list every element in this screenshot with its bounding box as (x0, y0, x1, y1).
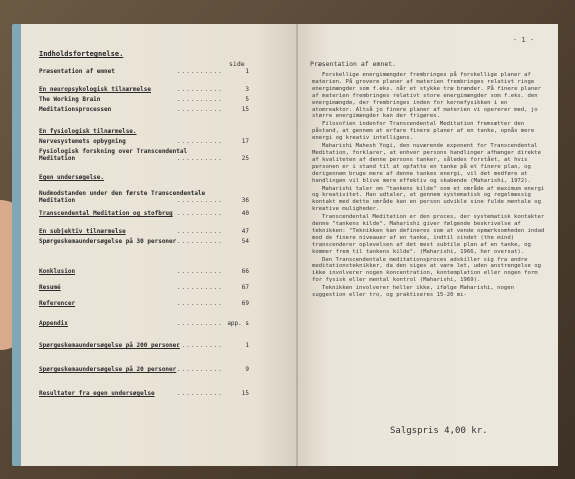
toc-entry-title: Meditationsprocessen (39, 106, 112, 113)
toc-entry-title: Appendix (39, 320, 68, 327)
toc-entry-page: 69 (241, 300, 249, 307)
toc-entry (39, 106, 249, 113)
toc-entry-title: Nervesystemets opbygning (39, 138, 126, 145)
toc-entry-page: 3 (245, 86, 249, 93)
toc-entry-page: 15 (241, 106, 249, 113)
body-text (312, 72, 550, 300)
toc-leader-dots: .......... (176, 366, 223, 373)
toc-entry-title: Resultater fra egen undersøgelse (39, 390, 155, 397)
toc-leader-dots: .......... (176, 197, 223, 204)
toc-entry (39, 68, 249, 75)
toc-leader-dots: .......... (176, 106, 223, 113)
toc-leader-dots: .......... (176, 155, 223, 162)
toc-entry-title: Fysiologisk forskning over Transcendental Meditation (39, 148, 188, 162)
toc-leader-dots: .......... (176, 86, 223, 93)
toc-entry-title: Spørgeskemaundersøgelse på 200 personer (39, 342, 180, 349)
toc-entry-title: Konklusion (39, 268, 76, 275)
toc-entry-page: 66 (241, 268, 249, 275)
toc-entry-title: Spørgeskemaundersøgelse på 20 personer (39, 366, 177, 373)
toc-leader-dots: .......... (176, 238, 223, 245)
side-label: side (229, 60, 245, 68)
section-heading: Præsentation af emnet. (310, 60, 397, 68)
toc-entry-title: Resumé (39, 284, 61, 291)
toc-entry-page: 1 (245, 68, 249, 75)
toc-page (21, 24, 296, 466)
toc-entry-title: En subjektiv tilnærmelse (39, 228, 126, 235)
toc-entry-title: En neuropsykologisk tilnærmelse (39, 86, 151, 93)
toc-entry-title: Referencer (39, 300, 76, 307)
toc-entry-title: Nudmodstanden under den første Transcendentale Meditation (39, 190, 206, 204)
toc-leader-dots: .......... (176, 284, 223, 291)
toc-entry (39, 210, 249, 217)
paragraph: Forskellige energimængder frembringes på forskellige planer af materien. På grovere planer af materien frembringes relativt ringe energimængder som f.eks. når et stykke træ brænder. På finere planer af materien frembringes relativt store energimængder som f.eks. den energimængde, der frembringes inden for kernefysikken i en atomreaktor. Altså jo finere planer af materien vi opererer med, jo større energimængder kan der frigøres. (312, 72, 542, 120)
toc-entry-page: 15 (241, 390, 249, 397)
toc-entry-page: 1 (245, 342, 249, 349)
toc-entry-title: Transcendental Meditation og stofbrug (39, 210, 173, 217)
toc-entry-page: app. s (227, 320, 249, 327)
content-page (298, 24, 558, 466)
toc-entry-title: The Working Brain (39, 96, 101, 103)
toc-entry-page: 54 (241, 238, 249, 245)
toc-leader-dots: .......... (176, 68, 223, 75)
toc-entry-title: Præsentation af emnet (39, 68, 115, 75)
toc-entry (39, 86, 249, 93)
toc-entry (39, 128, 249, 135)
toc-leader-dots: .......... (176, 320, 223, 327)
toc-entry (39, 228, 249, 235)
paragraph: Teknikken involverer heller ikke, ifølge Maharishi, nogen suggestion eller tro, og praktiseres 15-20 mi- (312, 285, 514, 299)
toc-leader-dots: .......... (176, 268, 223, 275)
toc-entry (39, 96, 249, 103)
toc-entry-page: 25 (241, 155, 249, 162)
open-booklet (12, 24, 558, 466)
toc-leader-dots: .......... (176, 96, 223, 103)
toc-entry-title: Egen undersøgelse. (39, 174, 105, 181)
paragraph: Den Transcendentale meditationsproces adskiller sig fra andre meditationsteknikker, da den siges at være let, uden anstrengelse og ikke involverer nogen koncentration, kontemplation eller nogen form for fysisk eller mental kontrol (Maharishi, 1969). (312, 256, 542, 284)
toc-entry-page: 17 (241, 138, 249, 145)
toc-entry (39, 342, 249, 349)
paragraph: Transcendental Meditation er den proces, der systematisk kontakter denne "tankens kilde". Maharishi giver følgende beskrivelse af teknikken: "Teknikken kan defineres som at vende opmærksomheden indad mod de finere niveauer af en tanke, indtil sindet (the mind) transcenderer oplevelsen af det mest subtile plan af en tanke, og kommer frem til tankens kilde". (Maharishi, 1966, her oversat). (312, 214, 545, 255)
toc-entry (39, 284, 249, 291)
toc-leader-dots: .......... (176, 390, 223, 397)
paragraph: Filosofien indenfor Transcendental Meditation fremsætter den påstand, at gennem at erfare finere planer af en tanke, opnås mere energi og kreativ intelligens. (312, 121, 535, 142)
toc-leader-dots: .......... (176, 300, 223, 307)
toc-leader-dots: .......... (176, 342, 223, 349)
toc-entry-title: En fysiologisk tilnærmelse. (39, 128, 137, 135)
toc-entry (39, 238, 249, 245)
toc-entry-title: Spørgeskemaundersøgelse på 30 personer (39, 238, 177, 245)
paragraph: Maharishi taler om "tankens kilde" som et område af maximum energi og kreativitet. Han udtaler, at gennem systematisk og regelmæssig kontakt med dette område kan en person udvikle sine fulde mentale og kreative muligheder. (312, 185, 545, 213)
page-number: - 1 - (512, 36, 534, 44)
toc-entry (39, 174, 249, 181)
toc-entry (39, 366, 249, 373)
toc-entry-page: 67 (241, 284, 249, 291)
toc-entry-page: 9 (245, 366, 249, 373)
toc-entry (39, 320, 249, 327)
toc-entry-page: 40 (241, 210, 249, 217)
toc-entry (39, 390, 249, 397)
toc-entry (39, 138, 249, 145)
toc-leader-dots: .......... (176, 228, 223, 235)
price-stamp: Salgspris 4,00 kr. (390, 426, 488, 436)
toc-entry-page: 5 (245, 96, 249, 103)
toc-entry (39, 190, 249, 204)
toc-entry (39, 300, 249, 307)
toc-leader-dots: .......... (176, 210, 223, 217)
toc-entry-page: 47 (241, 228, 249, 235)
toc-leader-dots: .......... (176, 138, 223, 145)
toc-entry-page: 36 (241, 197, 249, 204)
toc-entry (39, 268, 249, 275)
toc-entry (39, 148, 249, 162)
toc-title: Indholdsfortegnelse. (39, 50, 124, 58)
paragraph: Maharishi Mahesh Yogi, den nuværende exponent for Transcendental Meditation, forklarer, at enhver persons handlinger afhænger direkte af kvaliteten af denne persons tanker, således forstået, at hvis personen er i stand til at opfatte en tanke på et finere plan, og derigennem bruge mere af denne tankes energi, vil det medføre at handlingen vil blive mere effektiv og skabende (Maharishi, 1972). (312, 143, 542, 184)
cover-edge (12, 24, 21, 466)
